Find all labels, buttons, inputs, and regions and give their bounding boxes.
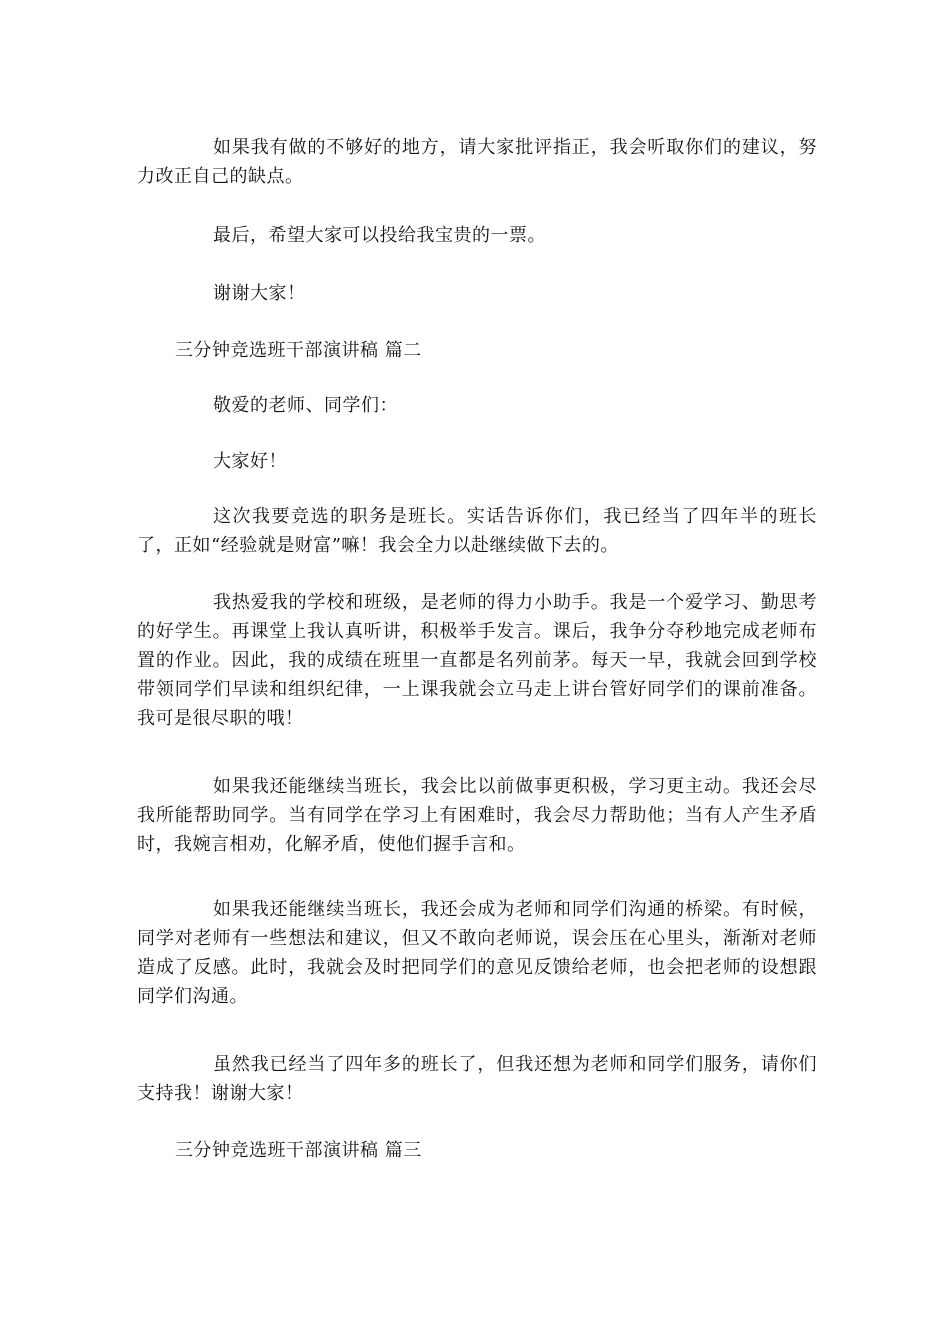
section-heading-3: 三分钟竞选班干部演讲稿 篇三 bbox=[175, 1140, 422, 1161]
paragraph-closing-3: 谢谢大家！ bbox=[213, 283, 306, 304]
paragraph-greeting: 敬爱的老师、同学们： bbox=[213, 395, 398, 416]
paragraph-self-description: 我热爱我的学校和班级，是老师的得力小助手。我是一个爱学习、勤思考的好学生。再课堂上我认真听讲，积极举手发言。课后，我争分夺秒地完成老师布置的作业。因此，我的成绩在班里一直都是名列前茅。每天一早，我就会回到学校带领同学们早读和组织纪律，一上课我就会立马走上讲台管好同学们的课前准备。我可是很尽职的哦！ bbox=[137, 592, 817, 729]
paragraph-conclusion: 虽然我已经当了四年多的班长了，但我还想为老师和同学们服务，请你们支持我！谢谢大家！ bbox=[137, 1054, 817, 1104]
paragraph-closing-1: 如果我有做的不够好的地方，请大家批评指正，我会听取你们的建议，努力改正自己的缺点。 bbox=[137, 137, 817, 187]
paragraph-plan-2: 如果我还能继续当班长，我还会成为老师和同学们沟通的桥梁。有时候，同学对老师有一些想法和建议，但又不敢向老师说，误会压在心里头，渐渐对老师造成了反感。此时，我就会及时把同学们的意见反馈给老师，也会把老师的设想跟同学们沟通。 bbox=[137, 899, 817, 1007]
paragraph-plan-1: 如果我还能继续当班长，我会比以前做事更积极，学习更主动。我还会尽我所能帮助同学。当有同学在学习上有困难时，我会尽力帮助他；当有人产生矛盾时，我婉言相劝，化解矛盾，使他们握手言和。 bbox=[137, 776, 817, 855]
paragraph-hello: 大家好！ bbox=[213, 451, 287, 472]
paragraph-closing-2: 最后，希望大家可以投给我宝贵的一票。 bbox=[213, 225, 546, 246]
section-heading-2: 三分钟竞选班干部演讲稿 篇二 bbox=[175, 340, 422, 361]
paragraph-intro: 这次我要竞选的职务是班长。实话告诉你们，我已经当了四年半的班长了，正如“经验就是财富”嘛！我会全力以赴继续做下去的。 bbox=[137, 506, 817, 556]
